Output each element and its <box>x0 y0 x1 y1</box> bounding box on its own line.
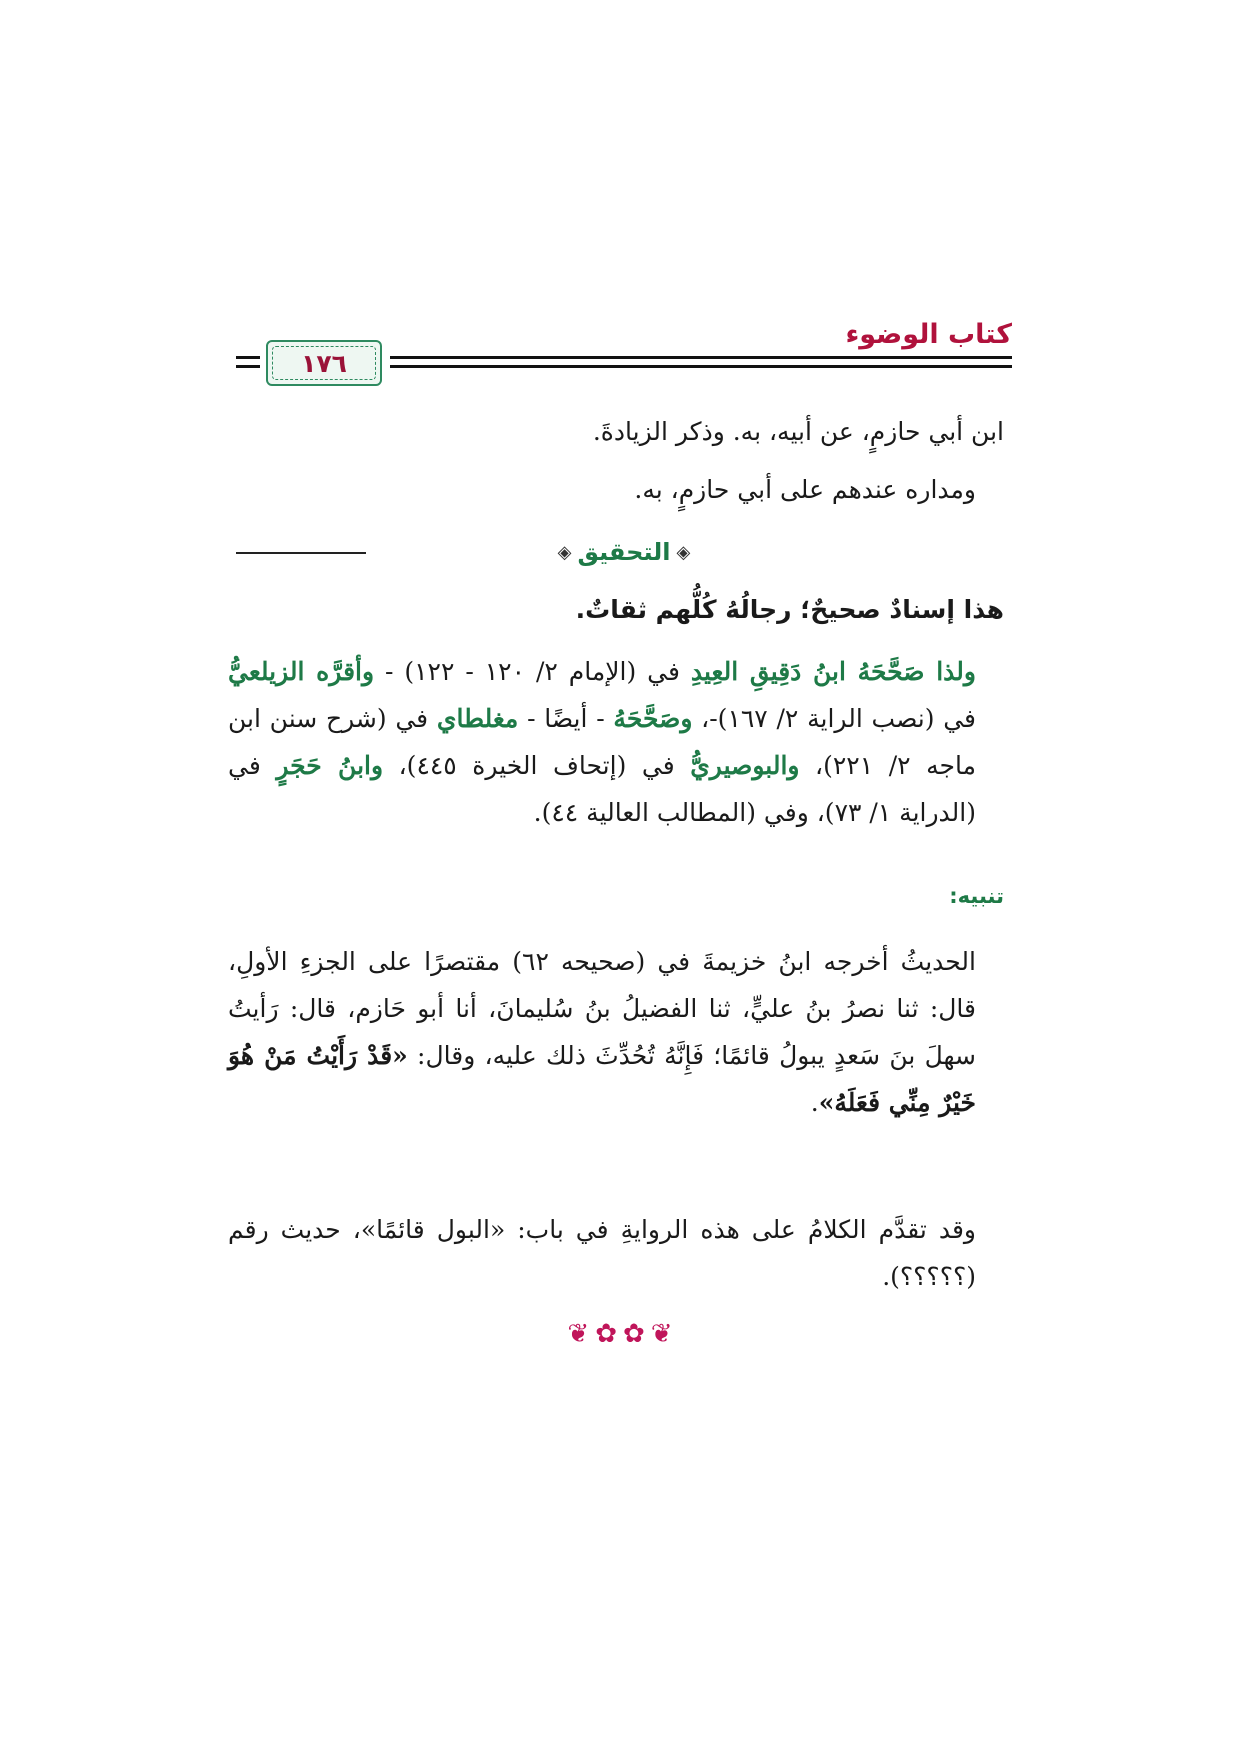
ornament-icon: ✿ <box>595 1319 617 1349</box>
text-span: الحديثُ أخرجه ابنُ خزيمةَ في (صحيحه ٦٢) مقتصرًا على الجزءِ الأولِ، قال: ثنا نصرُ بنُ عليٍّ، ثنا الفضيلُ بنُ سُليمانَ، أنا أبو حَازم، قال: رَأيتُ سهلَ بنَ سَعدٍ يبولُ قائمًا؛ فَإِنَّهُ تُحُدِّثَ ذلك عليه، وقال: <box>228 947 976 1070</box>
text-span: . <box>810 1088 819 1117</box>
paragraph <box>228 648 1004 836</box>
chain-continuation: ابن أبي حازمٍ، عن أبيه، به. وذكر الزيادةَ. <box>592 417 1004 446</box>
header-rule <box>390 365 1012 368</box>
section-title: التحقيق <box>577 538 671 566</box>
ornament-icon: ❦ <box>650 1319 673 1349</box>
text-span: في (الإمام ٢/ ١٢٠ - ١٢٢) - <box>374 657 691 686</box>
page-header <box>236 318 1012 398</box>
text-span: في (شرح سنن ابن ماجه ٢/ ٢٢١)، <box>228 704 976 780</box>
scholar-name: مغلطاي <box>436 704 519 733</box>
ornament-icon: ❦ <box>567 1319 590 1349</box>
page-number: ١٧٦ <box>301 348 347 378</box>
ornament-icon: ◈ <box>676 542 691 563</box>
header-rule <box>236 365 260 368</box>
section-divider <box>236 530 1012 574</box>
paragraph <box>228 1206 1004 1300</box>
text-span: في (نصب الراية ٢/ ١٦٧)-، <box>692 704 977 733</box>
end-ornament <box>560 1316 680 1352</box>
hadith-quote: «قَدْ رَأَيْتُ مَنْ هُوَ خَيْرٌ مِنِّي فَعَلَهُ» <box>228 1041 976 1117</box>
cross-reference: وقد تقدَّم الكلامُ على هذه الروايةِ في باب: «البول قائمًا»، حديث رقم (؟؟؟؟؟). <box>228 1215 976 1291</box>
text-span: في (إتحاف الخيرة ٤٤٥)، <box>383 751 691 780</box>
scholar-name: ولذا صَحَّحَهُ ابنُ دَقِيقِ العِيدِ <box>690 657 976 686</box>
text-span: - أيضًا - <box>518 704 614 733</box>
ornament-icon: ✿ <box>623 1319 645 1349</box>
scholar-name: وابنُ حَجَرٍ <box>276 751 384 780</box>
text-line <box>228 466 1004 513</box>
text-span: في (الدراية ١/ ٧٣)، وفي (المطالب العالية ٤٤). <box>228 751 976 827</box>
header-rule <box>390 356 1012 359</box>
verdict: هذا إسنادٌ صحيحٌ؛ رجالُهُ كُلُّهم ثقاتٌ. <box>575 595 1004 624</box>
header-rule <box>236 356 260 359</box>
ornament-icon: ◈ <box>557 542 572 563</box>
scholar-name: والبوصيريُّ <box>690 751 800 780</box>
book-title: كتاب الوضوء <box>845 319 1012 350</box>
scholar-name: وصَحَّحَهُ <box>613 704 693 733</box>
divider-line <box>236 552 366 554</box>
note-label: تنبيه: <box>949 884 1004 908</box>
paragraph <box>228 938 1004 1126</box>
chain-summary: ومداره عندهم على أبي حازمٍ، به. <box>634 475 976 504</box>
text-line <box>228 408 1004 455</box>
scholar-name: وأقرَّه الزيلعيُّ <box>228 657 375 686</box>
page-number-badge <box>266 340 382 386</box>
